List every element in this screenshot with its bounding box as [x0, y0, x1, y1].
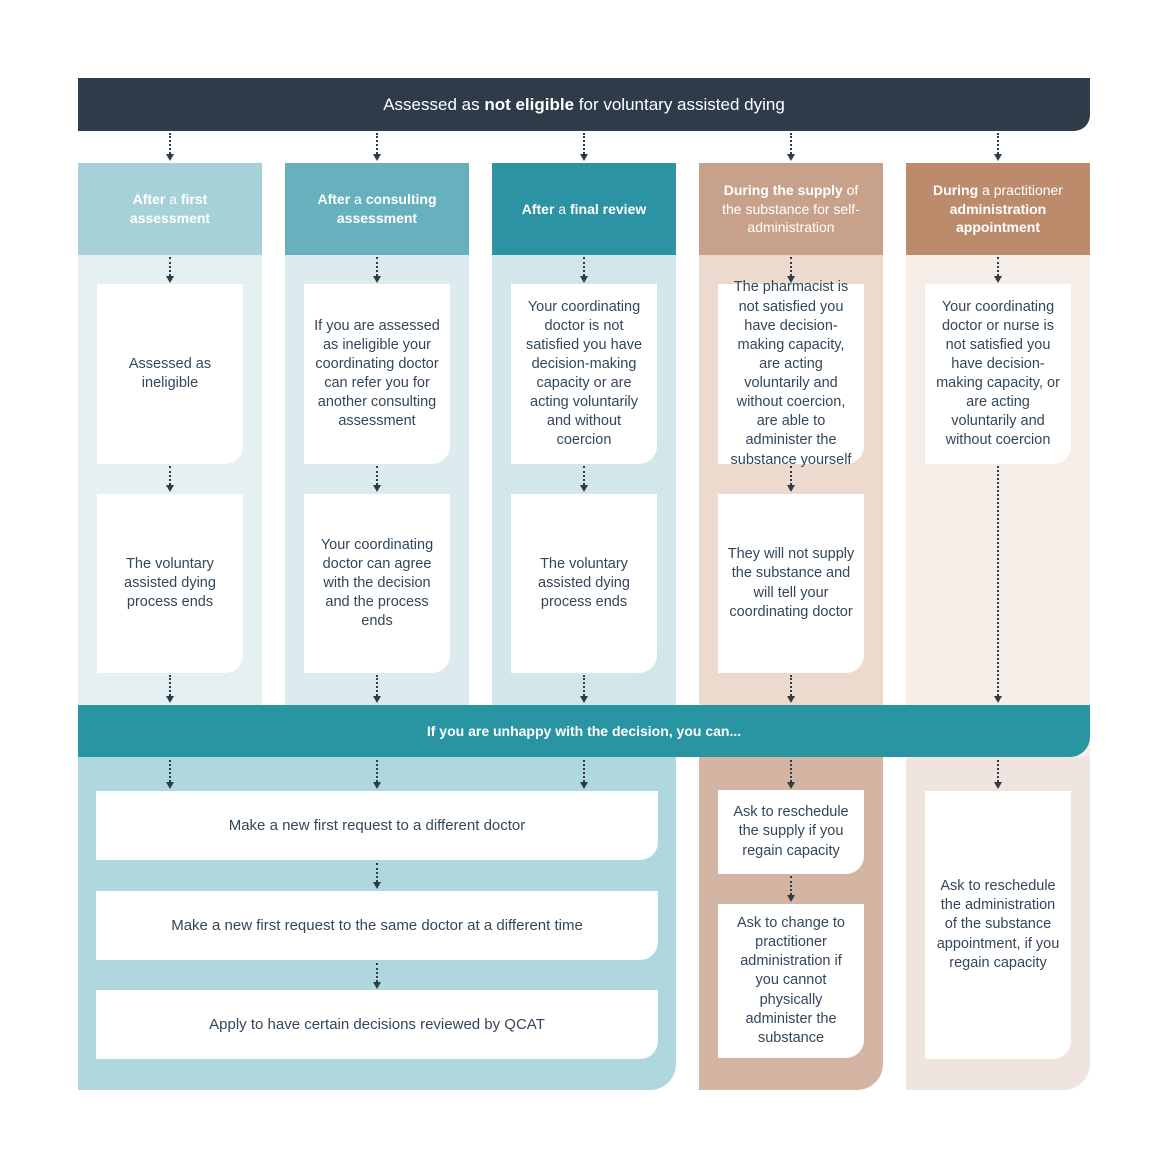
dotted-arrow-down-icon [376, 863, 378, 882]
flow-box: The voluntary assisted dying process ends [97, 494, 243, 673]
column-header-consulting: After a consulting assessment [285, 163, 469, 255]
dotted-arrow-down-icon [997, 466, 999, 696]
dotted-arrow-down-icon [583, 675, 585, 696]
dotted-arrow-down-icon [169, 133, 171, 154]
dotted-arrow-down-icon [583, 760, 585, 782]
dotted-arrow-down-icon [790, 876, 792, 895]
flow-box: Your coordinating doctor can agree with the decision and the process ends [304, 494, 450, 673]
flow-box: The voluntary assisted dying process ends [511, 494, 657, 673]
dotted-arrow-down-icon [790, 133, 792, 154]
flow-box: The pharmacist is not satisfied you have decision-making capacity, are acting voluntarily and without coercion, are able to administer the substance yourself [718, 284, 864, 464]
dotted-arrow-down-icon [169, 675, 171, 696]
option-box: Make a new first request to the same doctor at a different time [96, 891, 658, 960]
dotted-arrow-down-icon [790, 675, 792, 696]
dotted-arrow-down-icon [997, 257, 999, 276]
flow-box: They will not supply the substance and will tell your coordinating doctor [718, 494, 864, 673]
column-header-practitioner: During a practitioner administration appointment [906, 163, 1090, 255]
flow-box: If you are assessed as ineligible your coordinating doctor can refer you for another consulting assessment [304, 284, 450, 464]
option-box: Apply to have certain decisions reviewed by QCAT [96, 990, 658, 1059]
unhappy-banner: If you are unhappy with the decision, you can... [78, 705, 1090, 757]
dotted-arrow-down-icon [790, 760, 792, 782]
dotted-arrow-down-icon [997, 760, 999, 782]
flow-box: Your coordinating doctor is not satisfied you have decision-making capacity or are acting voluntarily and without coercion [511, 284, 657, 464]
top-banner: Assessed as not eligible for voluntary assisted dying [78, 78, 1090, 131]
dotted-arrow-down-icon [583, 466, 585, 485]
dotted-arrow-down-icon [376, 257, 378, 276]
column-header-final-review: After a final review [492, 163, 676, 255]
flow-box: Your coordinating doctor or nurse is not satisfied you have decision-making capacity, or are acting voluntarily and without coercion [925, 284, 1071, 464]
dotted-arrow-down-icon [169, 466, 171, 485]
flow-box: Assessed as ineligible [97, 284, 243, 464]
column-header-first-assessment: After a first assessment [78, 163, 262, 255]
flow-box: Ask to reschedule the administration of the substance appointment, if you regain capacity [925, 791, 1071, 1059]
dotted-arrow-down-icon [376, 133, 378, 154]
dotted-arrow-down-icon [790, 257, 792, 276]
flow-box: Ask to reschedule the supply if you regain capacity [718, 790, 864, 874]
dotted-arrow-down-icon [376, 675, 378, 696]
column-header-supply: During the supply of the substance for self-administration [699, 163, 883, 255]
dotted-arrow-down-icon [376, 963, 378, 982]
dotted-arrow-down-icon [376, 760, 378, 782]
dotted-arrow-down-icon [790, 466, 792, 485]
dotted-arrow-down-icon [997, 133, 999, 154]
dotted-arrow-down-icon [169, 760, 171, 782]
dotted-arrow-down-icon [583, 133, 585, 154]
option-box: Make a new first request to a different doctor [96, 791, 658, 860]
dotted-arrow-down-icon [583, 257, 585, 276]
dotted-arrow-down-icon [169, 257, 171, 276]
dotted-arrow-down-icon [376, 466, 378, 485]
flow-box: Ask to change to practitioner administration if you cannot physically administer the substance [718, 904, 864, 1058]
